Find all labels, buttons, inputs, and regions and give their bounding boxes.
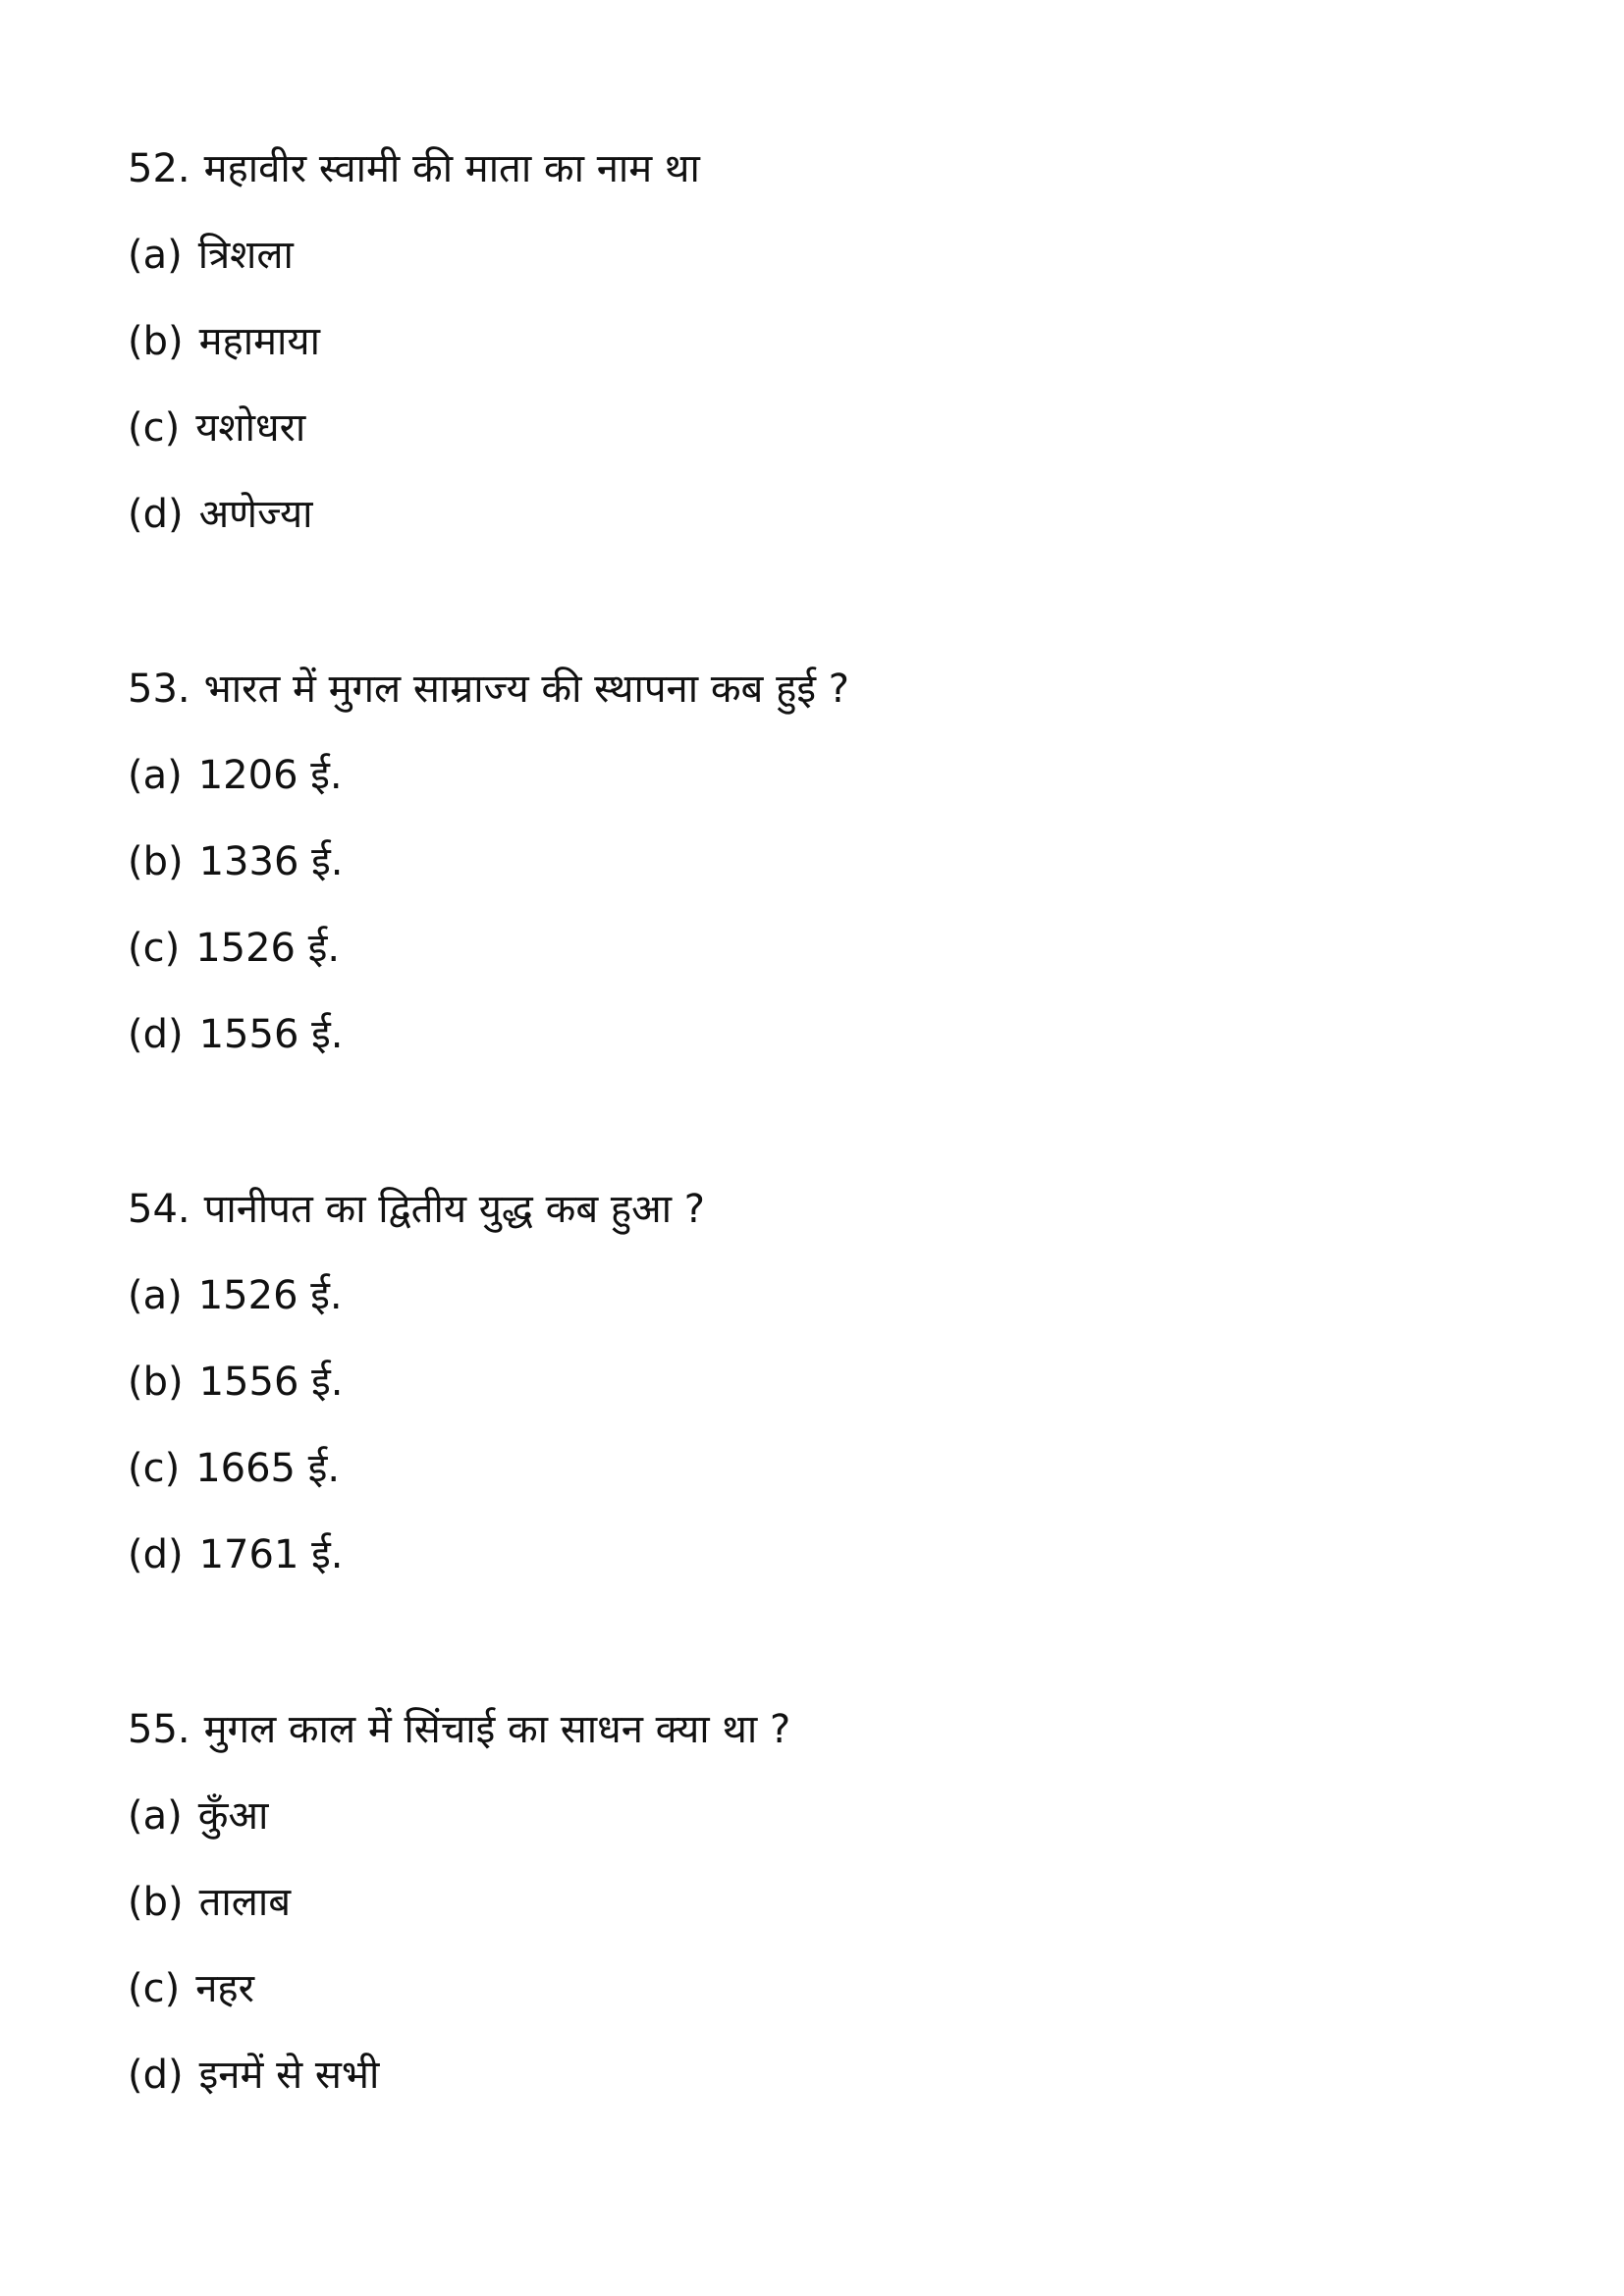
question-text: पानीपत का द्वितीय युद्ध कब हुआ ? — [203, 1187, 705, 1232]
question-text: मुगल काल में सिंचाई का साधन क्या था ? — [203, 1707, 791, 1752]
question-52 — [128, 139, 1502, 544]
option-c — [128, 1959, 1502, 2018]
option-text: महामाया — [198, 319, 320, 364]
option-text: 1526 ई. — [197, 1273, 343, 1318]
option-d — [128, 485, 1502, 544]
question-title — [128, 139, 1502, 198]
option-text: त्रिशला — [197, 233, 294, 278]
question-54 — [128, 1180, 1502, 1584]
question-number: 52. — [128, 146, 190, 191]
option-label: (a) — [128, 753, 183, 798]
question-55 — [128, 1700, 1502, 2105]
option-label: (b) — [128, 839, 184, 884]
option-text: 1206 ई. — [197, 753, 343, 798]
option-text: 1336 ई. — [198, 839, 344, 884]
question-title — [128, 1700, 1502, 1759]
option-text: नहर — [195, 1966, 255, 2011]
option-text: 1761 ई. — [198, 1532, 344, 1577]
option-d — [128, 2046, 1502, 2105]
question-number: 54. — [128, 1187, 190, 1232]
option-a — [128, 226, 1502, 285]
option-text: 1556 ई. — [198, 1360, 344, 1405]
option-b — [128, 1873, 1502, 1932]
option-text: इनमें से सभी — [198, 2053, 380, 2098]
option-text: 1665 ई. — [195, 1446, 341, 1491]
question-number: 55. — [128, 1707, 190, 1752]
question-text: भारत में मुगल साम्राज्य की स्थापना कब हुई ? — [203, 667, 849, 712]
option-c — [128, 1439, 1502, 1498]
option-label: (a) — [128, 233, 183, 278]
option-label: (d) — [128, 1012, 184, 1057]
option-a — [128, 746, 1502, 805]
option-label: (c) — [128, 405, 181, 451]
option-d — [128, 1525, 1502, 1584]
option-b — [128, 1353, 1502, 1412]
question-text: महावीर स्वामी की माता का नाम था — [203, 146, 700, 191]
option-label: (d) — [128, 2053, 184, 2098]
option-text: 1526 ई. — [195, 926, 341, 971]
question-53 — [128, 660, 1502, 1064]
option-d — [128, 1005, 1502, 1064]
option-label: (b) — [128, 319, 184, 364]
option-c — [128, 919, 1502, 978]
option-label: (d) — [128, 1532, 184, 1577]
option-label: (b) — [128, 1880, 184, 1925]
option-c — [128, 399, 1502, 457]
option-label: (b) — [128, 1360, 184, 1405]
option-text: तालाब — [198, 1880, 292, 1925]
option-text: कुँआ — [197, 1793, 269, 1839]
option-b — [128, 832, 1502, 891]
option-label: (c) — [128, 1446, 181, 1491]
option-b — [128, 312, 1502, 371]
option-a — [128, 1787, 1502, 1845]
option-text: अणेज्या — [198, 492, 313, 537]
option-label: (d) — [128, 492, 184, 537]
option-label: (c) — [128, 1966, 181, 2011]
option-label: (c) — [128, 926, 181, 971]
option-a — [128, 1266, 1502, 1325]
option-text: यशोधरा — [195, 405, 306, 451]
question-title — [128, 1180, 1502, 1239]
option-label: (a) — [128, 1273, 183, 1318]
option-label: (a) — [128, 1793, 183, 1839]
option-text: 1556 ई. — [198, 1012, 344, 1057]
question-number: 53. — [128, 667, 190, 712]
question-title — [128, 660, 1502, 719]
